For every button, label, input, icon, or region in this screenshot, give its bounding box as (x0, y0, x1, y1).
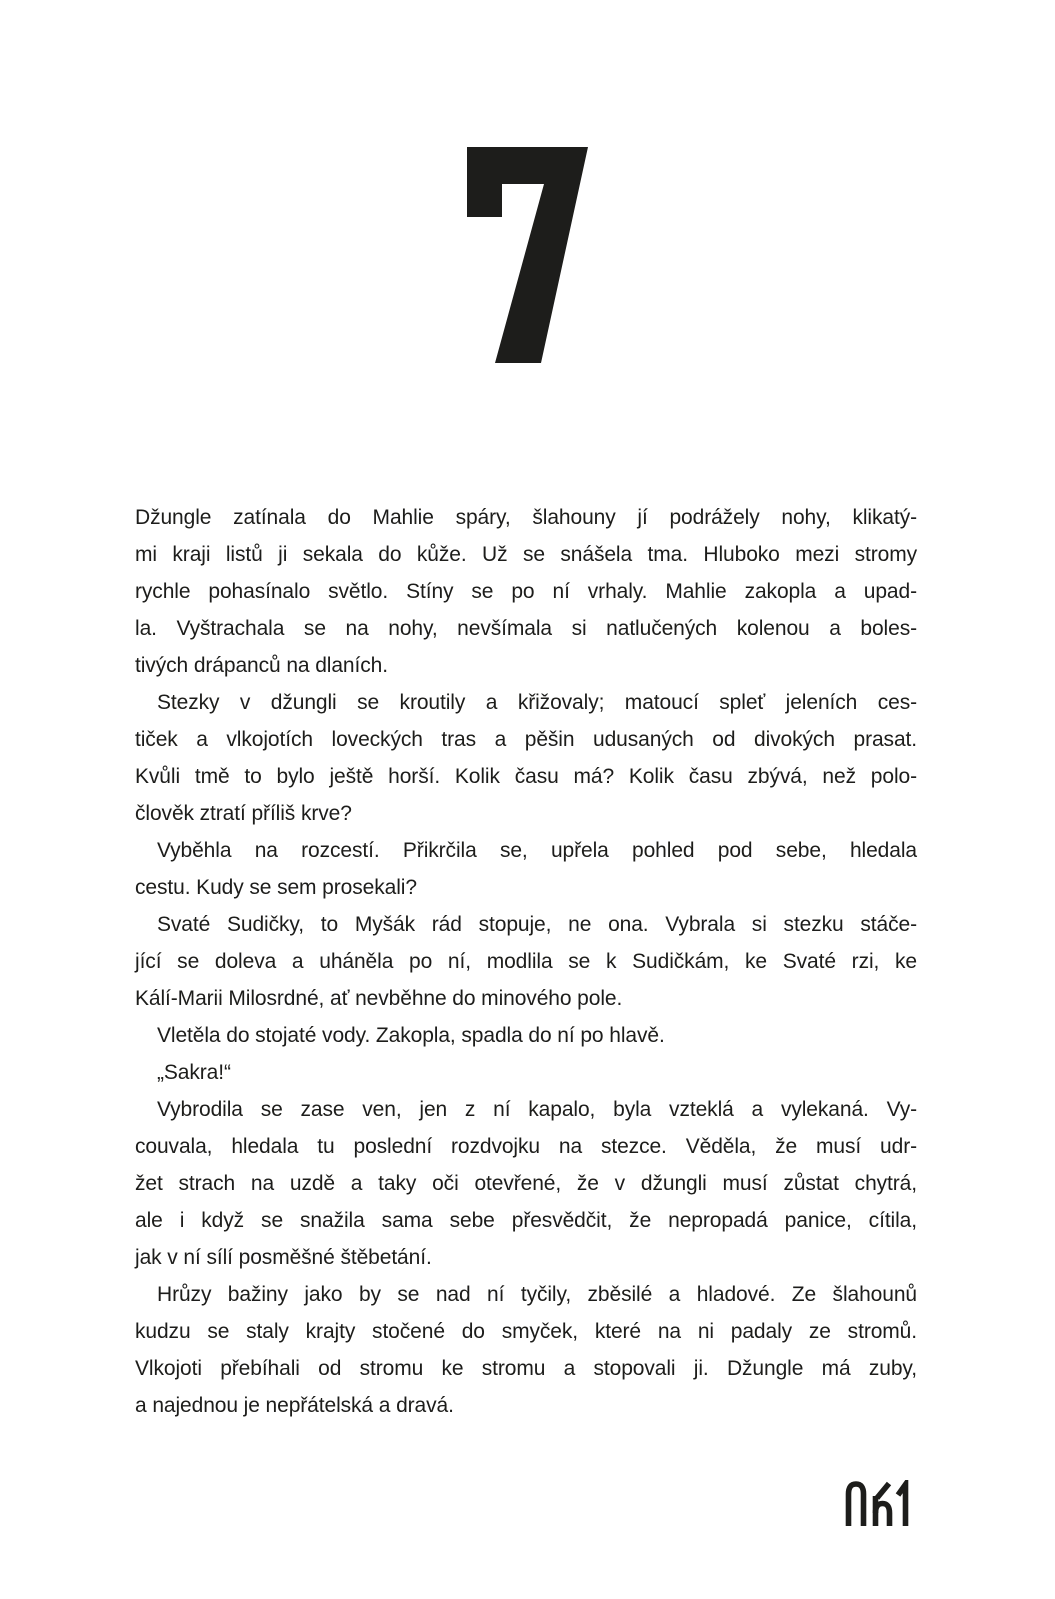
page-number-glyphs (844, 1480, 912, 1527)
text-line: Vybrodila se zase ven, jen z ní kapalo, byla vzteklá a vylekaná. Vy- (157, 1098, 917, 1121)
text-line: Stezky v džungli se kroutily a křižovaly; matoucí spleť jeleních ces- (157, 691, 917, 714)
text-line: mi kraji listů ji sekala do kůže. Už se snášela tma. Hluboko mezi stromy (135, 543, 917, 566)
text-line: Džungle zatínala do Mahlie spáry, šlahouny jí podrážely nohy, klikatý- (135, 506, 917, 529)
page-number (844, 1480, 912, 1527)
text-line: člověk ztratí příliš krve? (135, 802, 352, 825)
text-line: Vlkojoti přebíhali od stromu ke stromu a stopovali ji. Džungle má zuby, (135, 1357, 917, 1380)
text-line: „Sakra!“ (157, 1061, 231, 1084)
text-line: Kálí-Marii Milosrdné, ať nevběhne do minového pole. (135, 987, 623, 1010)
text-line: Kvůli tmě to bylo ještě horší. Kolik času má? Kolik času zbývá, než polo- (135, 765, 917, 788)
text-block (135, 499, 917, 1424)
text-line: jící se doleva a uháněla po ní, modlila se k Sudičkám, ke Svaté rzi, ke (135, 950, 917, 973)
text-line: couvala, hledala tu poslední rozdvojku na stezce. Věděla, že musí udr- (135, 1135, 917, 1158)
text-line: jak v ní sílí posměšné štěbetání. (135, 1246, 432, 1269)
text-line: rychle pohasínalo světlo. Stíny se po ní vrhaly. Mahlie zakopla a upad- (135, 580, 917, 603)
text-line: Vletěla do stojaté vody. Zakopla, spadla do ní po hlavě. (157, 1024, 665, 1047)
text-line: Vyběhla na rozcestí. Přikrčila se, upřela pohled pod sebe, hledala (157, 839, 917, 862)
text-line: cestu. Kudy se sem prosekali? (135, 876, 417, 899)
text-line: a najednou je nepřátelská a dravá. (135, 1394, 454, 1417)
text-line: ale i když se snažila sama sebe přesvědčit, že nepropadá panice, cítila, (135, 1209, 917, 1232)
text-line: kudzu se staly krajty stočené do smyček, které na ni padaly ze stromů. (135, 1320, 917, 1343)
chapter-number (0, 147, 1055, 363)
text-line: la. Vyštrachala se na nohy, nevšímala si natlučených kolenou a boles- (135, 617, 917, 640)
text-line: Svaté Sudičky, to Myšák rád stopuje, ne ona. Vybrala si stezku stáče- (157, 913, 917, 936)
text-line: tivých drápanců na dlaních. (135, 654, 388, 677)
text-line: tiček a vlkojotích loveckých tras a pěšin udusaných od divokých prasat. (135, 728, 917, 751)
chapter-number-seven-glyph (467, 147, 588, 363)
text-line: žet strach na uzdě a taky oči otevřené, že v džungli musí zůstat chytrá, (135, 1172, 917, 1195)
text-line: Hrůzy bažiny jako by se nad ní tyčily, zběsilé a hladové. Ze šlahounů (157, 1283, 917, 1306)
